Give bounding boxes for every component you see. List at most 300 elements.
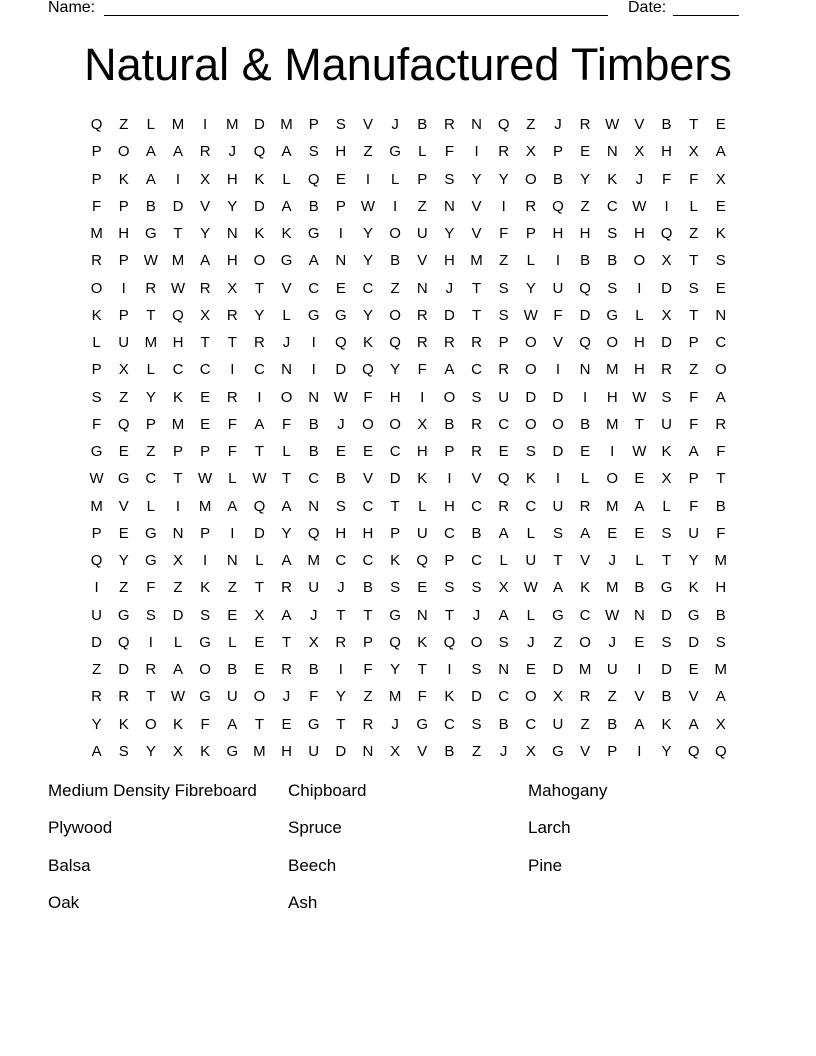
- grid-letter: S: [471, 388, 482, 406]
- grid-letter: I: [257, 388, 262, 406]
- grid-letter: Q: [335, 334, 347, 351]
- grid-letter: S: [444, 579, 455, 597]
- name-label: Name:: [48, 0, 96, 16]
- grid-letter: R: [199, 279, 211, 297]
- grid-letter: J: [635, 170, 644, 188]
- grid-letter: W: [632, 443, 647, 460]
- grid-letter: C: [579, 606, 591, 624]
- grid-letter: C: [471, 361, 482, 379]
- grid-letter: R: [226, 388, 238, 406]
- grid-letter: Y: [145, 388, 156, 406]
- grid-letter: W: [252, 470, 267, 488]
- grid-letter: X: [254, 606, 265, 624]
- grid-letter: L: [635, 552, 644, 569]
- grid-letter: Z: [146, 443, 156, 460]
- grid-letter: A: [200, 252, 211, 270]
- grid-letter: I: [420, 388, 425, 406]
- grid-letter: Y: [91, 715, 102, 733]
- grid-letter: H: [226, 252, 238, 270]
- grid-letter: S: [335, 116, 346, 133]
- grid-letter: F: [281, 415, 292, 433]
- grid-letter: U: [552, 279, 564, 297]
- grid-letter: K: [444, 688, 455, 706]
- grid-letter: I: [203, 552, 208, 569]
- grid-letter: A: [281, 552, 292, 569]
- grid-letter: A: [145, 170, 156, 188]
- grid-letter: O: [633, 252, 646, 270]
- grid-letter: W: [632, 197, 647, 215]
- grid-letter: I: [148, 633, 153, 651]
- grid-letter: L: [689, 197, 698, 215]
- grid-letter: T: [281, 470, 292, 488]
- grid-letter: Z: [363, 688, 373, 706]
- grid-letter: I: [583, 388, 588, 406]
- grid-letter: P: [91, 143, 102, 161]
- grid-letter: L: [282, 443, 291, 460]
- grid-letter: L: [146, 116, 156, 133]
- grid-letter: G: [687, 606, 700, 624]
- grid-letter: I: [175, 170, 181, 188]
- grid-letter: O: [280, 388, 293, 406]
- grid-letter: S: [444, 170, 455, 188]
- grid-letter: Q: [90, 552, 103, 569]
- grid-letter: I: [474, 143, 479, 161]
- grid-letter: S: [661, 388, 672, 406]
- word-list-item: Oak: [48, 892, 80, 912]
- grid-letter: N: [715, 306, 727, 324]
- grid-letter: Y: [118, 552, 129, 569]
- grid-letter: D: [172, 606, 184, 624]
- grid-letter: R: [471, 443, 482, 460]
- grid-letter: O: [199, 661, 211, 678]
- grid-letter: R: [661, 361, 672, 379]
- grid-letter: Z: [390, 279, 400, 297]
- grid-letter: R: [91, 252, 102, 270]
- grid-letter: A: [444, 361, 455, 379]
- grid-letter: R: [118, 688, 130, 706]
- grid-letter: K: [661, 715, 672, 733]
- grid-letter: V: [471, 225, 482, 242]
- grid-letter: A: [227, 497, 238, 515]
- grid-letter: H: [172, 334, 184, 351]
- grid-letter: V: [281, 279, 292, 297]
- grid-letter: W: [170, 279, 186, 297]
- grid-letter: O: [606, 470, 619, 488]
- date-line: [673, 15, 739, 16]
- header: [48, 0, 748, 20]
- grid-letter: O: [389, 306, 401, 324]
- grid-letter: Y: [471, 170, 482, 188]
- word-list-item: Spruce: [288, 818, 342, 838]
- grid-letter: O: [470, 633, 483, 651]
- grid-letter: N: [362, 742, 374, 760]
- grid-letter: S: [661, 633, 672, 651]
- grid-letter: F: [689, 497, 699, 515]
- grid-letter: H: [633, 334, 645, 351]
- grid-letter: E: [254, 633, 265, 651]
- grid-letter: I: [338, 225, 343, 242]
- grid-letter: T: [254, 443, 264, 460]
- grid-letter: X: [634, 143, 645, 161]
- grid-letter: P: [607, 742, 618, 760]
- grid-letter: J: [608, 552, 616, 569]
- grid-letter: B: [552, 170, 563, 188]
- grid-letter: P: [688, 334, 699, 351]
- grid-letter: W: [333, 388, 348, 406]
- grid-letter: M: [605, 415, 619, 433]
- grid-letter: F: [363, 661, 373, 678]
- grid-letter: N: [471, 116, 482, 133]
- grid-letter: A: [715, 688, 726, 706]
- grid-letter: C: [471, 497, 482, 515]
- grid-letter: B: [498, 715, 509, 733]
- grid-letter: E: [634, 524, 645, 542]
- grid-letter: R: [715, 415, 727, 433]
- grid-letter: K: [390, 552, 401, 569]
- grid-letter: S: [308, 143, 319, 161]
- grid-letter: N: [416, 279, 428, 297]
- grid-letter: Q: [579, 279, 591, 297]
- grid-letter: X: [172, 742, 183, 760]
- grid-letter: U: [525, 552, 537, 569]
- grid-letter: Z: [526, 116, 536, 133]
- grid-letter: P: [200, 443, 211, 460]
- grid-letter: X: [552, 688, 563, 706]
- grid-letter: F: [553, 306, 563, 324]
- grid-letter: Y: [498, 170, 509, 188]
- grid-letter: E: [580, 443, 591, 460]
- grid-letter: L: [635, 306, 644, 324]
- grid-letter: V: [362, 470, 373, 488]
- word-list-item: Larch: [528, 818, 571, 838]
- grid-letter: M: [714, 661, 728, 678]
- word-list-item: Medium Density Fibreboard: [48, 781, 257, 800]
- grid-letter: Y: [254, 306, 265, 324]
- grid-letter: U: [118, 334, 130, 351]
- grid-letter: F: [363, 388, 373, 406]
- grid-letter: D: [91, 633, 102, 651]
- letter-grid: [83, 111, 734, 765]
- grid-letter: O: [253, 252, 266, 270]
- grid-letter: P: [118, 197, 129, 215]
- grid-letter: H: [226, 170, 238, 188]
- grid-letter: I: [555, 361, 561, 379]
- grid-letter: Y: [362, 306, 373, 324]
- grid-letter: Y: [390, 661, 401, 678]
- grid-letter: K: [200, 742, 211, 760]
- grid-letter: Q: [443, 633, 456, 651]
- grid-letter: Z: [689, 225, 699, 242]
- grid-letter: Q: [497, 116, 510, 133]
- grid-letter: T: [336, 606, 346, 624]
- grid-letter: B: [471, 524, 482, 542]
- grid-letter: F: [716, 524, 726, 542]
- grid-letter: O: [579, 633, 591, 651]
- word-list-item: Pine: [528, 855, 563, 875]
- grid-letter: H: [335, 524, 347, 542]
- grid-letter: E: [335, 443, 346, 460]
- grid-letter: M: [226, 116, 239, 133]
- grid-letter: G: [226, 742, 239, 760]
- grid-letter: L: [282, 170, 291, 188]
- grid-letter: X: [525, 742, 536, 760]
- grid-letter: B: [580, 252, 591, 270]
- grid-letter: T: [336, 715, 346, 733]
- grid-letter: A: [281, 497, 292, 515]
- grid-letter: I: [203, 116, 208, 133]
- grid-letter: G: [199, 688, 211, 706]
- grid-letter: A: [227, 715, 238, 733]
- grid-letter: E: [498, 443, 509, 460]
- grid-letter: T: [689, 252, 699, 270]
- grid-letter: S: [118, 742, 129, 760]
- grid-letter: B: [607, 715, 618, 733]
- grid-letter: S: [390, 579, 401, 597]
- grid-letter: W: [605, 606, 620, 624]
- grid-letter: X: [390, 742, 401, 760]
- grid-letter: I: [311, 334, 316, 351]
- grid-letter: I: [637, 279, 642, 297]
- grid-letter: N: [335, 252, 347, 270]
- grid-letter: T: [363, 606, 373, 624]
- grid-letter: R: [579, 497, 591, 515]
- grid-letter: T: [254, 579, 264, 597]
- grid-letter: R: [498, 143, 510, 161]
- grid-letter: R: [525, 197, 537, 215]
- grid-letter: T: [716, 470, 726, 488]
- grid-letter: Z: [580, 715, 590, 733]
- grid-letter: J: [228, 143, 237, 161]
- grid-letter: G: [199, 633, 211, 651]
- grid-letter: M: [198, 497, 212, 515]
- grid-letter: D: [688, 633, 700, 651]
- grid-letter: G: [145, 225, 157, 242]
- grid-letter: U: [308, 579, 320, 597]
- grid-letter: F: [146, 579, 156, 597]
- grid-letter: L: [580, 470, 590, 488]
- grid-letter: H: [552, 225, 564, 242]
- grid-letter: O: [362, 415, 374, 433]
- grid-letter: G: [606, 306, 619, 324]
- grid-letter: A: [172, 143, 183, 161]
- grid-letter: S: [498, 306, 509, 324]
- grid-letter: A: [715, 388, 726, 406]
- grid-letter: C: [362, 279, 374, 297]
- grid-letter: W: [632, 388, 647, 406]
- grid-letter: O: [524, 334, 537, 351]
- grid-letter: U: [416, 225, 428, 242]
- grid-letter: F: [227, 415, 237, 433]
- grid-letter: U: [552, 497, 564, 515]
- grid-letter: G: [90, 443, 103, 460]
- grid-letter: Y: [444, 225, 455, 242]
- grid-letter: D: [552, 388, 564, 406]
- grid-letter: A: [281, 143, 292, 161]
- grid-letter: X: [688, 143, 699, 161]
- grid-letter: T: [254, 279, 264, 297]
- grid-letter: D: [661, 334, 672, 351]
- grid-letter: I: [637, 661, 642, 678]
- grid-letter: S: [471, 715, 482, 733]
- grid-letter: S: [145, 606, 156, 624]
- grid-letter: Z: [119, 579, 129, 597]
- grid-letter: D: [579, 306, 591, 324]
- grid-letter: K: [118, 715, 129, 733]
- grid-letter: Z: [607, 688, 617, 706]
- grid-letter: E: [335, 170, 346, 188]
- grid-letter: C: [525, 715, 537, 733]
- grid-letter: M: [144, 334, 158, 351]
- grid-letter: P: [308, 116, 319, 133]
- grid-letter: E: [118, 524, 129, 542]
- grid-letter: R: [443, 116, 455, 133]
- grid-letter: J: [337, 415, 345, 433]
- grid-letter: D: [443, 306, 455, 324]
- grid-letter: A: [715, 143, 726, 161]
- grid-letter: M: [171, 252, 185, 270]
- grid-letter: L: [228, 633, 237, 651]
- grid-letter: J: [391, 715, 399, 733]
- grid-letter: C: [606, 197, 618, 215]
- grid-letter: D: [172, 197, 184, 215]
- grid-letter: L: [526, 524, 535, 542]
- grid-letter: Q: [307, 524, 320, 542]
- grid-letter: D: [335, 742, 347, 760]
- grid-letter: Z: [689, 361, 699, 379]
- grid-letter: L: [418, 497, 427, 515]
- grid-letter: H: [389, 388, 401, 406]
- grid-letter: I: [637, 742, 642, 760]
- grid-letter: A: [91, 742, 102, 760]
- grid-letter: B: [661, 116, 672, 133]
- grid-letter: V: [471, 197, 482, 215]
- grid-letter: D: [471, 688, 482, 706]
- grid-letter: T: [553, 552, 563, 569]
- grid-letter: C: [389, 443, 401, 460]
- grid-letter: P: [362, 633, 373, 651]
- grid-letter: X: [661, 252, 672, 270]
- grid-letter: L: [146, 361, 156, 379]
- grid-letter: W: [143, 252, 158, 270]
- grid-letter: W: [198, 470, 213, 488]
- grid-letter: P: [91, 524, 102, 542]
- grid-letter: A: [688, 443, 699, 460]
- grid-letter: G: [552, 742, 564, 760]
- grid-letter: I: [338, 661, 343, 678]
- grid-letter: I: [365, 170, 371, 188]
- grid-letter: J: [445, 279, 454, 297]
- grid-letter: E: [200, 415, 211, 433]
- grid-letter: E: [715, 279, 726, 297]
- grid-letter: M: [605, 579, 619, 597]
- grid-letter: K: [91, 306, 102, 324]
- grid-letter: K: [417, 633, 428, 651]
- grid-letter: I: [230, 524, 235, 542]
- grid-letter: S: [607, 279, 618, 297]
- grid-letter: I: [230, 361, 235, 379]
- grid-letter: K: [254, 170, 265, 188]
- grid-letter: D: [552, 443, 564, 460]
- grid-letter: B: [145, 197, 156, 215]
- grid-letter: C: [199, 361, 211, 379]
- grid-letter: F: [309, 688, 319, 706]
- grid-letter: E: [362, 443, 373, 460]
- grid-letter: S: [525, 443, 536, 460]
- grid-letter: D: [552, 661, 564, 678]
- grid-letter: P: [172, 443, 183, 460]
- grid-letter: Q: [660, 225, 673, 242]
- grid-letter: D: [253, 524, 265, 542]
- grid-letter: E: [715, 197, 726, 215]
- grid-letter: R: [281, 579, 292, 597]
- word-list-item: Chipboard: [288, 781, 367, 800]
- grid-letter: J: [391, 116, 399, 133]
- grid-letter: F: [661, 170, 672, 188]
- grid-letter: E: [688, 661, 699, 678]
- grid-letter: D: [525, 388, 537, 406]
- grid-letter: B: [580, 415, 591, 433]
- grid-letter: A: [634, 715, 645, 733]
- grid-letter: B: [390, 252, 401, 270]
- grid-letter: V: [471, 470, 482, 488]
- grid-letter: T: [173, 225, 183, 242]
- grid-letter: G: [389, 143, 401, 161]
- grid-letter: J: [608, 633, 616, 651]
- grid-letter: M: [90, 225, 103, 242]
- grid-letter: T: [390, 497, 400, 515]
- grid-letter: E: [118, 443, 129, 460]
- grid-letter: A: [688, 715, 699, 733]
- grid-letter: K: [118, 170, 129, 188]
- grid-letter: I: [555, 470, 561, 488]
- grid-letter: H: [416, 443, 428, 460]
- grid-letter: K: [688, 579, 699, 597]
- grid-letter: Y: [145, 742, 156, 760]
- grid-letter: S: [715, 252, 726, 270]
- grid-letter: D: [389, 470, 401, 488]
- grid-letter: L: [499, 552, 508, 569]
- grid-letter: V: [634, 688, 645, 706]
- grid-letter: L: [662, 497, 671, 515]
- grid-letter: Q: [416, 552, 429, 569]
- grid-letter: I: [447, 661, 452, 678]
- grid-letter: Y: [200, 225, 211, 242]
- grid-letter: H: [579, 225, 591, 242]
- grid-letter: D: [661, 661, 672, 678]
- grid-letter: X: [525, 143, 536, 161]
- grid-letter: G: [145, 524, 157, 542]
- grid-letter: X: [227, 279, 238, 297]
- grid-letter: U: [498, 388, 510, 406]
- grid-letter: T: [200, 334, 210, 351]
- grid-letter: E: [607, 524, 618, 542]
- grid-letter: U: [661, 415, 672, 433]
- grid-letter: A: [498, 606, 509, 624]
- grid-letter: B: [444, 415, 455, 433]
- word-list-item: Plywood: [48, 818, 113, 838]
- grid-letter: H: [443, 497, 455, 515]
- grid-letter: Z: [417, 197, 427, 215]
- grid-letter: I: [447, 470, 452, 488]
- grid-letter: I: [664, 197, 669, 215]
- grid-letter: R: [335, 633, 347, 651]
- grid-letter: M: [280, 116, 293, 133]
- grid-letter: S: [498, 279, 509, 297]
- grid-letter: N: [498, 661, 510, 678]
- grid-letter: I: [175, 497, 181, 515]
- grid-letter: N: [226, 225, 238, 242]
- grid-letter: O: [90, 279, 103, 297]
